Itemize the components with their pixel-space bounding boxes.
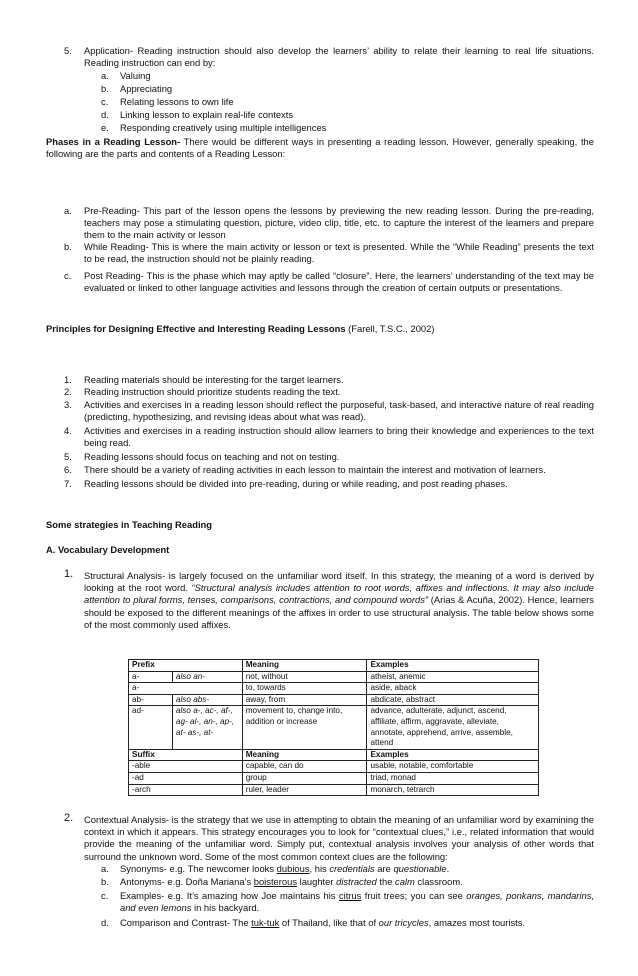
principle-number: 5. bbox=[64, 451, 72, 462]
table-cell-also: also abs- bbox=[175, 694, 210, 704]
clue-italic: credentials bbox=[329, 863, 375, 874]
table-cell: monarch, tetrarch bbox=[367, 784, 539, 796]
principle-item: Reading materials should be interesting for the target learners. bbox=[84, 374, 344, 385]
strategy-number: 1. bbox=[64, 568, 74, 580]
clue-text: , his bbox=[309, 863, 330, 874]
structural-text: Structural Analysis- is largely focused on the unfamiliar word itself. In this strategy, the meaning of a word is derived by looking at the root word. bbox=[84, 570, 594, 594]
principle-number: 4. bbox=[64, 425, 72, 436]
principle-number: 3. bbox=[64, 399, 72, 410]
table-cell: group bbox=[242, 772, 367, 784]
strategies-heading: Some strategies in Teaching Reading bbox=[46, 519, 213, 530]
structural-analysis-paragraph bbox=[84, 570, 594, 631]
clue-italic: our tricycles bbox=[378, 917, 429, 928]
context-clue-letter: d. bbox=[101, 917, 109, 928]
principles-citation: (Farell, T.S.C., 2002) bbox=[345, 323, 435, 334]
table-header-cell: Meaning bbox=[242, 660, 367, 672]
phases-heading: Phases in a Reading Lesson- bbox=[46, 136, 181, 147]
table-cell: triad, monad bbox=[367, 772, 539, 784]
item-5-sub-text: Linking lesson to explain real-life contexts bbox=[120, 109, 294, 120]
clue-text: classroom. bbox=[414, 876, 463, 887]
table-header-row bbox=[129, 660, 539, 672]
table-header-cell: Meaning bbox=[242, 749, 367, 761]
clue-text: . bbox=[446, 863, 450, 874]
table-cell: movement to, change into, addition or increase bbox=[242, 706, 367, 749]
table-cell: atheist, anemic bbox=[367, 671, 539, 683]
context-clue-examples bbox=[120, 890, 594, 914]
phase-post-reading: Post Reading- This is the phase which may aptly be called “closure”. Here, the learners’ understanding of the text may be evaluated or linked to other language activities and lessons through the creation of certain outputs or presentations. bbox=[84, 270, 594, 294]
clue-text: , amazes most tourists. bbox=[428, 917, 526, 928]
clue-italic: oranges, ponkans, mandarins, and even lemons bbox=[120, 890, 594, 914]
principle-item: Reading lessons should focus on teaching and not on testing. bbox=[84, 451, 340, 462]
table-cell: capable, can do bbox=[242, 761, 367, 773]
affix-table bbox=[128, 659, 539, 796]
item-5-sub-letter: d. bbox=[101, 109, 109, 120]
strategy-number: 2. bbox=[64, 812, 74, 824]
table-header-cell: Examples bbox=[367, 749, 539, 761]
principle-item: There should be a variety of reading activities in each lesson to maintain the interest and motivation of learners. bbox=[84, 464, 546, 475]
context-clue-letter: a. bbox=[101, 863, 109, 874]
clue-text: are bbox=[374, 863, 394, 874]
table-row bbox=[129, 761, 539, 773]
principle-number: 2. bbox=[64, 386, 72, 397]
clue-underlined-word: citrus bbox=[338, 890, 362, 901]
table-cell: -arch bbox=[129, 784, 243, 796]
table-cell: a- bbox=[129, 683, 243, 695]
table-header-cell: Prefix bbox=[129, 660, 243, 672]
principle-number: 1. bbox=[64, 374, 72, 385]
principles-title bbox=[46, 323, 594, 335]
clue-italic: questionable bbox=[393, 863, 447, 874]
table-cell bbox=[172, 694, 242, 706]
phase-letter: a. bbox=[64, 205, 72, 216]
principle-number: 6. bbox=[64, 464, 72, 475]
table-cell bbox=[172, 671, 242, 683]
table-cell bbox=[172, 706, 242, 749]
structural-text-2: (Arias & Acuña, 2002). Hence, learners should be exposed to the different meanings of the affixes in order to use structural analysis. The table below shows some of the most commonly used affixes. bbox=[84, 594, 594, 630]
item-5-sub-text: Appreciating bbox=[120, 83, 173, 94]
table-row bbox=[129, 784, 539, 796]
item-5-sub-text: Responding creatively using multiple intelligences bbox=[120, 122, 327, 133]
table-row bbox=[129, 694, 539, 706]
clue-text: in his backyard. bbox=[191, 902, 260, 914]
principles-heading: Principles for Designing Effective and Interesting Reading Lessons bbox=[46, 323, 346, 334]
table-row bbox=[129, 671, 539, 683]
item-5-sub-text: Relating lessons to own life bbox=[120, 96, 234, 107]
context-clue-comparison bbox=[120, 917, 594, 929]
context-clue-letter: c. bbox=[101, 890, 109, 901]
item-5-text: Application- Reading instruction should also develop the learners’ ability to relate their learning to real life situations. Reading instruction can end by: bbox=[84, 45, 594, 69]
item-5-sub-text: Valuing bbox=[120, 70, 151, 81]
table-cell: advance, adulterate, adjunct, ascend, affiliate, affirm, aggravate, alleviate, annotate, apprehend, arrive, assemble, attend bbox=[367, 706, 539, 749]
table-header-cell: Suffix bbox=[129, 749, 243, 761]
phase-pre-reading: Pre-Reading- This part of the lesson opens the lessons by previewing the new reading lesson. During the pre-reading, teachers may pose a stimulating question, picture, video clip, title, etc. to capture the interest of the learners and prepare them to the main activity or lesson bbox=[84, 205, 594, 241]
principle-item: Activities and exercises in a reading instruction should allow learners to bring their knowledge and experiences to the text being read. bbox=[84, 425, 594, 449]
clue-underlined-word: tuk-tuk bbox=[251, 917, 280, 928]
table-cell: away, from bbox=[242, 694, 367, 706]
table-cell: a- bbox=[129, 671, 173, 683]
clue-text: the bbox=[376, 876, 396, 887]
table-cell: -ad bbox=[129, 772, 243, 784]
phase-letter: b. bbox=[64, 241, 72, 252]
table-cell: aside, aback bbox=[367, 683, 539, 695]
table-row bbox=[129, 706, 539, 749]
item-5-sub-letter: e. bbox=[101, 122, 109, 133]
structural-quote: “Structural analysis includes attention to root words, affixes and inflections. It may also include attention to plural forms, tenses, comparisons, contractions, and compound words” bbox=[84, 582, 594, 606]
clue-text: laughter bbox=[297, 876, 337, 887]
table-cell: to, towards bbox=[242, 683, 367, 695]
context-clue-antonyms bbox=[120, 876, 594, 888]
clue-text: Comparison and Contrast- The bbox=[120, 917, 252, 928]
context-clue-letter: b. bbox=[101, 876, 109, 887]
clue-text: Examples- e.g. It’s amazing how Joe maintains his bbox=[120, 890, 339, 901]
principle-number: 7. bbox=[64, 478, 72, 489]
phases-paragraph bbox=[46, 136, 594, 160]
principle-item: Activities and exercises in a reading lesson should reflect the purposeful, task-based, and interactive nature of real reading (predicting, hypothesizing, and revising ideas about what was read). bbox=[84, 399, 594, 423]
table-cell: -able bbox=[129, 761, 243, 773]
table-cell: ad- bbox=[129, 706, 173, 749]
clue-underlined-word: dubious bbox=[276, 863, 310, 874]
item-5-sub-letter: a. bbox=[101, 70, 109, 81]
table-row bbox=[129, 683, 539, 695]
table-cell: abdicate, abstract bbox=[367, 694, 539, 706]
phase-letter: c. bbox=[64, 270, 72, 281]
clue-italic: distracted bbox=[336, 876, 377, 887]
table-cell: not, without bbox=[242, 671, 367, 683]
table-cell: usable, notable, comfortable bbox=[367, 761, 539, 773]
vocabulary-heading: A. Vocabulary Development bbox=[46, 544, 170, 555]
clue-text: of Thailand, like that of bbox=[279, 917, 379, 928]
item-5-sub-letter: c. bbox=[101, 96, 109, 107]
clue-underlined-word: boisterous bbox=[253, 876, 298, 887]
table-cell-also: also a-, ac-, af-, ag- al-, an-, ap-, at- as-, at- bbox=[175, 706, 235, 737]
table-cell: ruler, leader bbox=[242, 784, 367, 796]
table-row bbox=[129, 772, 539, 784]
principle-item: Reading lessons should be divided into pre-reading, during or while reading, and post reading phases. bbox=[84, 478, 508, 489]
context-clue-synonyms bbox=[120, 863, 594, 875]
contextual-analysis-paragraph: Contextual Analysis- is the strategy that we use in attempting to obtain the meaning of an unfamiliar word by examining the context in which it appears. This strategy encourages you to look for “contextual clues,” i.e., related information that would provide the meaning of the unfamiliar word. Simply put, contextual analysis involves your analysis of other words that surround the unknown word. Some of the most common context clues are the following: bbox=[84, 814, 594, 862]
clue-text: Antonyms- e.g. Doña Mariana’s bbox=[120, 876, 254, 887]
phases-text: There would be different ways in presenting a reading lesson. However, generally speaking, the following are the parts and contents of a Reading Lesson: bbox=[46, 136, 594, 160]
clue-italic: calm bbox=[395, 876, 415, 887]
table-cell-also: also an- bbox=[175, 671, 206, 681]
table-header-row bbox=[129, 749, 539, 761]
phase-while-reading: While Reading- This is where the main activity or lesson or text is presented. While the “While Reading” presents the text to be read, the instruction should not be plainly reading. bbox=[84, 241, 594, 265]
item-5-sub-letter: b. bbox=[101, 83, 109, 94]
table-cell: ab- bbox=[129, 694, 173, 706]
clue-text: Synonyms- e.g. The newcomer looks bbox=[120, 863, 277, 874]
principle-item: Reading instruction should prioritize students reading the text. bbox=[84, 386, 341, 397]
item-5-number: 5. bbox=[64, 45, 72, 56]
clue-text: fruit trees; you can see bbox=[361, 890, 467, 901]
table-header-cell: Examples bbox=[367, 660, 539, 672]
